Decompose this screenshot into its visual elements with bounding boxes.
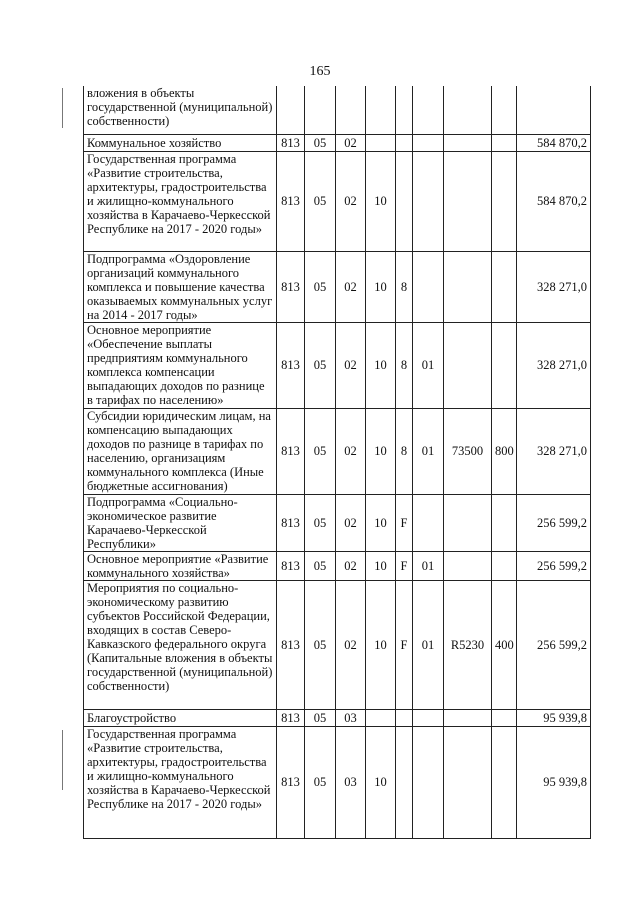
cell-rz: 05 (305, 251, 336, 322)
table-row (84, 551, 591, 580)
cell-ved: 813 (277, 551, 305, 580)
cell-sub: F (396, 494, 413, 551)
cell-ved: 813 (277, 251, 305, 322)
cell-amount: 584 870,2 (517, 134, 591, 151)
cell-dir: R5230 (444, 580, 492, 709)
cell-pr: 02 (336, 494, 366, 551)
cell-rz: 05 (305, 726, 336, 838)
cell-sub (396, 86, 413, 134)
cell-vr: 800 (492, 408, 517, 494)
budget-table-body (84, 86, 591, 838)
cell-vr (492, 494, 517, 551)
cell-sub: 8 (396, 322, 413, 408)
cell-ved: 813 (277, 408, 305, 494)
cell-vr (492, 709, 517, 726)
margin-line-mark (62, 730, 63, 790)
cell-event (413, 134, 444, 151)
cell-pr: 02 (336, 580, 366, 709)
cell-prog: 10 (366, 551, 396, 580)
cell-sub (396, 726, 413, 838)
cell-name: Государственная программа «Развитие строительства, архитектуры, градостроительства и жилищно-коммунального хозяйства в Карачаево-Черкесской Республике на 2017 - 2020 годы» (84, 151, 277, 251)
cell-ved (277, 86, 305, 134)
cell-name: вложения в объекты государственной (муниципальной) собственности) (84, 86, 277, 134)
cell-event: 01 (413, 408, 444, 494)
cell-prog (366, 709, 396, 726)
cell-prog: 10 (366, 251, 396, 322)
cell-prog (366, 134, 396, 151)
cell-ved: 813 (277, 494, 305, 551)
cell-pr: 02 (336, 134, 366, 151)
cell-dir (444, 134, 492, 151)
cell-name: Благоустройство (84, 709, 277, 726)
cell-name: Субсидии юридическим лицам, на компенсацию выпадающих доходов по разнице в тарифах по населению, организациям коммунального комплекса (Иные бюджетные ассигнования) (84, 408, 277, 494)
cell-ved: 813 (277, 726, 305, 838)
cell-vr (492, 551, 517, 580)
cell-rz: 05 (305, 709, 336, 726)
cell-amount: 95 939,8 (517, 726, 591, 838)
cell-dir (444, 709, 492, 726)
cell-ved: 813 (277, 322, 305, 408)
cell-ved: 813 (277, 134, 305, 151)
cell-pr (336, 86, 366, 134)
table-row (84, 494, 591, 551)
cell-pr: 03 (336, 726, 366, 838)
cell-amount: 256 599,2 (517, 494, 591, 551)
cell-vr (492, 251, 517, 322)
cell-event (413, 151, 444, 251)
cell-name: Коммунальное хозяйство (84, 134, 277, 151)
cell-dir (444, 86, 492, 134)
cell-sub: 8 (396, 408, 413, 494)
cell-name: Основное мероприятие «Обеспечение выплаты предприятиям коммунального комплекса компенсации выпадающих доходов по разнице в тарифах по населению» (84, 322, 277, 408)
cell-amount: 256 599,2 (517, 580, 591, 709)
cell-dir (444, 726, 492, 838)
table-row (84, 251, 591, 322)
cell-rz: 05 (305, 322, 336, 408)
cell-amount: 95 939,8 (517, 709, 591, 726)
cell-sub: 8 (396, 251, 413, 322)
cell-event (413, 709, 444, 726)
cell-amount: 328 271,0 (517, 322, 591, 408)
cell-sub (396, 134, 413, 151)
cell-prog: 10 (366, 408, 396, 494)
cell-prog: 10 (366, 494, 396, 551)
cell-vr (492, 726, 517, 838)
cell-dir (444, 151, 492, 251)
table-row (84, 86, 591, 134)
cell-pr: 02 (336, 151, 366, 251)
budget-table (83, 86, 591, 839)
cell-dir (444, 251, 492, 322)
cell-vr (492, 86, 517, 134)
cell-prog: 10 (366, 726, 396, 838)
cell-prog: 10 (366, 151, 396, 251)
cell-vr: 400 (492, 580, 517, 709)
cell-amount: 328 271,0 (517, 408, 591, 494)
cell-event (413, 726, 444, 838)
cell-name: Подпрограмма «Оздоровление организаций коммунального комплекса и повышение качества оказываемых коммунальных услуг на 2014 - 2017 годы» (84, 251, 277, 322)
cell-rz: 05 (305, 151, 336, 251)
cell-pr: 03 (336, 709, 366, 726)
cell-dir (444, 494, 492, 551)
cell-prog (366, 86, 396, 134)
margin-line-mark (62, 88, 63, 128)
cell-dir (444, 551, 492, 580)
cell-rz: 05 (305, 551, 336, 580)
table-row (84, 580, 591, 709)
cell-event: 01 (413, 322, 444, 408)
cell-name: Мероприятия по социально-экономическому развитию субъектов Российской Федерации, входящих в состав Северо-Кавказского федерального округа (Капитальные вложения в объекты государственной (муниципальной) собственности) (84, 580, 277, 709)
cell-rz: 05 (305, 580, 336, 709)
cell-name: Основное мероприятие «Развитие коммунального хозяйства» (84, 551, 277, 580)
cell-name: Государственная программа «Развитие строительства, архитектуры, градостроительства и жилищно-коммунального хозяйства в Карачаево-Черкесской Республике на 2017 - 2020 годы» (84, 726, 277, 838)
cell-vr (492, 134, 517, 151)
table-row (84, 408, 591, 494)
cell-pr: 02 (336, 408, 366, 494)
cell-rz: 05 (305, 134, 336, 151)
cell-ved: 813 (277, 580, 305, 709)
cell-event (413, 86, 444, 134)
table-row (84, 151, 591, 251)
cell-sub: F (396, 551, 413, 580)
cell-event: 01 (413, 580, 444, 709)
cell-prog: 10 (366, 580, 396, 709)
table-row (84, 134, 591, 151)
cell-sub (396, 151, 413, 251)
cell-event: 01 (413, 551, 444, 580)
cell-amount (517, 86, 591, 134)
cell-event (413, 251, 444, 322)
cell-pr: 02 (336, 251, 366, 322)
cell-rz: 05 (305, 408, 336, 494)
cell-vr (492, 322, 517, 408)
table-row (84, 709, 591, 726)
cell-dir: 73500 (444, 408, 492, 494)
cell-prog: 10 (366, 322, 396, 408)
cell-rz (305, 86, 336, 134)
cell-sub: F (396, 580, 413, 709)
cell-vr (492, 151, 517, 251)
cell-sub (396, 709, 413, 726)
cell-ved: 813 (277, 151, 305, 251)
cell-amount: 328 271,0 (517, 251, 591, 322)
cell-event (413, 494, 444, 551)
cell-amount: 584 870,2 (517, 151, 591, 251)
table-row (84, 322, 591, 408)
table-row (84, 726, 591, 838)
cell-name: Подпрограмма «Социально-экономическое развитие Карачаево-Черкесской Республики» (84, 494, 277, 551)
cell-pr: 02 (336, 322, 366, 408)
cell-amount: 256 599,2 (517, 551, 591, 580)
cell-dir (444, 322, 492, 408)
cell-ved: 813 (277, 709, 305, 726)
cell-rz: 05 (305, 494, 336, 551)
cell-pr: 02 (336, 551, 366, 580)
page-number: 165 (309, 64, 331, 79)
